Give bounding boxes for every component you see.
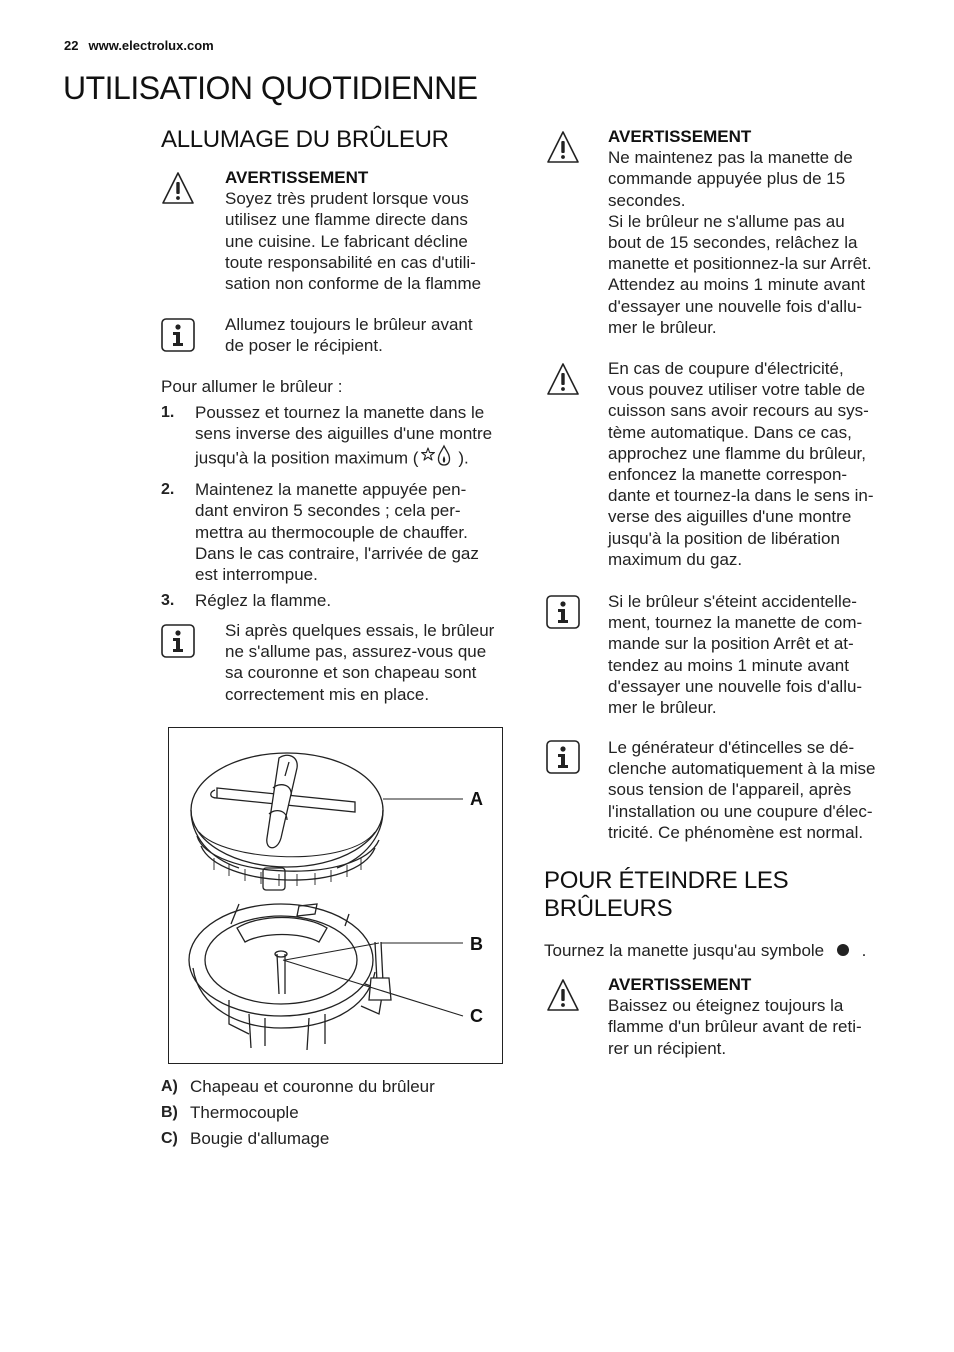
step-line: Réglez la flamme. <box>195 591 332 611</box>
step-line: est interrompue. <box>195 565 318 585</box>
step-line: Poussez et tournez la manette dans le <box>195 403 485 422</box>
warning-icon <box>161 171 195 205</box>
warning-line: mer le brûleur. <box>608 317 717 337</box>
warning-line: commande appuyée plus de 15 <box>608 169 846 189</box>
warning-line: verse des aiguilles d'une montre <box>608 507 852 527</box>
caption-text: Chapeau et couronne du brûleur <box>190 1077 435 1096</box>
warning-line: toute responsabilité en cas d'utili- <box>225 252 476 272</box>
warning-line: secondes. <box>608 190 686 210</box>
warning-icon <box>546 978 580 1012</box>
info-line: l'installation ou une coupure d'élec- <box>608 801 873 821</box>
page-header <box>64 38 214 53</box>
list-item <box>161 1128 521 1149</box>
step-tail: ). <box>458 448 469 468</box>
figure-label-b: B <box>470 934 483 954</box>
warning-line: Soyez très prudent lorsque vous <box>225 189 469 209</box>
step-line: Maintenez la manette appuyée pen- <box>195 480 467 500</box>
info-line: ment, tournez la manette de com- <box>608 613 863 633</box>
figure-label-a: A <box>470 789 483 809</box>
warning-line: enfoncez la manette correspon- <box>608 465 848 485</box>
info-line: sa couronne et son chapeau sont <box>225 663 477 683</box>
page-number: 22 <box>64 38 79 53</box>
warning-block <box>608 974 908 1059</box>
info-line: clenche automatiquement à la mise <box>608 759 876 779</box>
caption-key: A) <box>161 1078 178 1095</box>
warning-line: cuisson sans avoir recours au sys- <box>608 401 869 421</box>
warning-line: approchez une flamme du brûleur, <box>608 443 866 463</box>
step-line: sens inverse des aiguilles d'une montre <box>195 424 493 444</box>
burner-illustration <box>169 728 502 1063</box>
warning-line: En cas de coupure d'électricité, <box>608 359 844 378</box>
caption-text: Thermocouple <box>190 1103 299 1122</box>
info-line: tricité. Ce phénomène est normal. <box>608 822 864 842</box>
warning-line: Baissez ou éteignez toujours la <box>608 996 844 1016</box>
info-block <box>225 620 525 705</box>
step-line: jusqu'à la position maximum ( <box>195 448 419 468</box>
warning-line: Ne maintenez pas la manette de <box>608 148 853 168</box>
section-heading-extinguish <box>544 867 788 923</box>
warning-line: flamme d'un brûleur avant de reti- <box>608 1017 862 1037</box>
step-number: 2. <box>161 481 175 499</box>
warning-line: dante et tournez-la dans le sens in- <box>608 486 874 506</box>
warning-line: rer un récipient. <box>608 1038 727 1058</box>
info-line: Le générateur d'étincelles se dé- <box>608 738 855 757</box>
list-item <box>161 402 521 474</box>
caption-key: C) <box>161 1130 178 1147</box>
info-line: Allumez toujours le brûleur avant <box>225 315 473 334</box>
info-line: tendez au moins 1 minute avant <box>608 655 849 675</box>
max-flame-symbol-icon <box>420 444 456 474</box>
info-icon <box>546 595 580 629</box>
heading-line: POUR ÉTEINDRE LES <box>544 867 789 894</box>
list-item <box>161 1102 521 1123</box>
warning-line: manette et positionnez-la sur Arrêt. <box>608 254 872 274</box>
site-url: www.electrolux.com <box>88 38 214 53</box>
heading-line: BRÛLEURS <box>544 895 673 922</box>
info-line: ne s'allume pas, assurez-vous que <box>225 642 487 662</box>
off-symbol-icon <box>837 944 849 956</box>
section-heading-lighting: ALLUMAGE DU BRÛLEUR <box>161 126 449 153</box>
warning-line: utilisez une flamme directe dans <box>225 210 468 230</box>
warning-block <box>225 167 525 294</box>
info-line: sous tension de l'appareil, après <box>608 780 852 800</box>
figure-label-c: C <box>470 1006 483 1026</box>
warning-block <box>608 126 908 338</box>
info-block <box>608 737 908 843</box>
warning-line: une cuisine. Le fabricant décline <box>225 231 468 251</box>
off-tail: . <box>861 941 867 960</box>
info-icon <box>161 318 195 352</box>
warning-line: Si le brûleur ne s'allume pas au <box>608 211 845 231</box>
step-line: mettra au thermocouple de chauffer. <box>195 522 468 542</box>
warning-block <box>608 358 908 570</box>
warning-line: d'essayer une nouvelle fois d'allu- <box>608 296 863 316</box>
warning-label: AVERTISSEMENT <box>608 127 752 146</box>
info-line: Si après quelques essais, le brûleur <box>225 621 495 640</box>
info-line: mande sur la position Arrêt et at- <box>608 634 854 654</box>
warning-icon <box>546 130 580 164</box>
warning-line: Attendez au moins 1 minute avant <box>608 275 866 295</box>
info-icon <box>546 740 580 774</box>
step-line: Dans le cas contraire, l'arrivée de gaz <box>195 543 479 563</box>
info-line: de poser le récipient. <box>225 336 383 356</box>
list-item <box>161 590 521 611</box>
step-number: 3. <box>161 592 175 610</box>
warning-label: AVERTISSEMENT <box>225 168 369 187</box>
warning-label: AVERTISSEMENT <box>608 975 752 994</box>
info-line: correctement mis en place. <box>225 684 430 704</box>
list-item <box>161 479 521 585</box>
warning-line: jusqu'à la position de libération <box>608 528 840 548</box>
figure-captions <box>161 1076 521 1154</box>
caption-key: B) <box>161 1104 178 1121</box>
info-line: d'essayer une nouvelle fois d'allu- <box>608 676 863 696</box>
steps-intro: Pour allumer le brûleur : <box>161 377 343 396</box>
off-instruction <box>544 940 866 961</box>
burner-figure <box>168 727 503 1064</box>
warning-line: tème automatique. Dans ce cas, <box>608 422 852 442</box>
page-title: UTILISATION QUOTIDIENNE <box>63 70 478 106</box>
info-block <box>225 314 525 356</box>
info-block <box>608 591 908 718</box>
info-icon <box>161 624 195 658</box>
warning-line: sation non conforme de la flamme <box>225 274 482 294</box>
step-line: dant environ 5 secondes ; cela per- <box>195 501 461 521</box>
list-item <box>161 1076 521 1097</box>
warning-line: vous pouvez utiliser votre table de <box>608 380 866 400</box>
warning-line: maximum du gaz. <box>608 549 743 569</box>
warning-line: bout de 15 secondes, relâchez la <box>608 233 858 253</box>
caption-text: Bougie d'allumage <box>190 1129 330 1148</box>
info-line: mer le brûleur. <box>608 698 717 718</box>
steps-list <box>161 402 521 611</box>
step-number: 1. <box>161 404 175 421</box>
off-text: Tournez la manette jusqu'au symbole <box>544 941 825 960</box>
info-line: Si le brûleur s'éteint accidentelle- <box>608 592 857 611</box>
warning-icon <box>546 362 580 396</box>
